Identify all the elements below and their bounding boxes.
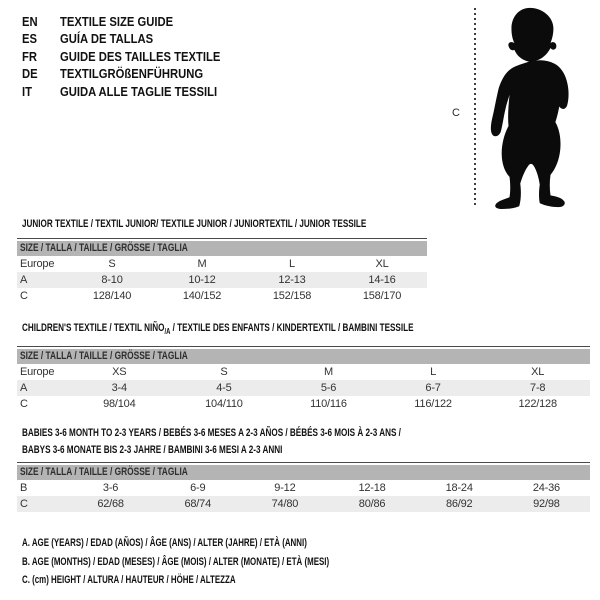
row-label: C bbox=[20, 290, 28, 302]
lang-label: GUÍA DE TALLAS bbox=[60, 32, 154, 47]
lang-code: EN bbox=[22, 14, 38, 29]
lang-row-fr bbox=[22, 48, 238, 66]
footnote-a: A. AGE (YEARS) / EDAD (AÑOS) / ÂGE (ANS) / ALTER (JAHRE) / ETÀ (ANNI) bbox=[22, 537, 307, 549]
babies-title-line1: BABIES 3-6 MONTH TO 2-3 YEARS / BEBÉS 3-6 MESES A 2-3 AÑOS / BÉBÉS 3-6 MOIS À 2-3 ANS / bbox=[22, 427, 401, 439]
lang-label: TEXTILE SIZE GUIDE bbox=[60, 14, 174, 29]
lang-row-de bbox=[22, 66, 238, 84]
cell: 92/98 bbox=[503, 496, 590, 512]
cell: 116/122 bbox=[414, 398, 452, 410]
height-dotted-line bbox=[474, 8, 476, 208]
cell: 74/80 bbox=[241, 496, 328, 512]
row-label: C bbox=[20, 398, 28, 410]
size-header-bar: SIZE / TALLA / TAILLE / GRÖSSE / TAGLIA bbox=[17, 241, 427, 256]
lang-row-es bbox=[22, 31, 238, 49]
table-top-rule bbox=[17, 346, 590, 347]
cell: 8-10 bbox=[67, 272, 157, 288]
cell: S bbox=[108, 258, 116, 270]
table-row bbox=[17, 396, 590, 412]
cell: M bbox=[324, 366, 333, 378]
size-header-bar: SIZE / TALLA / TAILLE / GRÖSSE / TAGLIA bbox=[17, 349, 590, 364]
height-measure-label: C bbox=[452, 107, 460, 119]
cell: 68/74 bbox=[154, 496, 241, 512]
babies-title-line2: BABYS 3-6 MONATE BIS 2-3 JAHRE / BAMBINI 3-6 MESI A 2-3 ANNI bbox=[22, 444, 283, 456]
cell: 14-16 bbox=[337, 272, 427, 288]
row-label: Europe bbox=[20, 258, 55, 270]
table-row bbox=[17, 480, 590, 496]
lang-label: TEXTILGRÖßENFÜHRUNG bbox=[60, 67, 204, 82]
cell: 140/152 bbox=[182, 290, 222, 302]
junior-size-table bbox=[17, 238, 427, 304]
cell: 12-18 bbox=[358, 482, 386, 494]
cell: 104/110 bbox=[205, 398, 243, 410]
cell: L bbox=[289, 258, 295, 270]
cell: 4-5 bbox=[172, 380, 277, 396]
cell: 18-24 bbox=[445, 482, 473, 494]
table-row bbox=[17, 272, 427, 288]
cell: 122/128 bbox=[518, 398, 557, 410]
lang-row-it bbox=[22, 83, 238, 101]
lang-code: ES bbox=[22, 32, 38, 47]
lang-label: GUIDE DES TAILLES TEXTILE bbox=[60, 49, 221, 64]
cell: L bbox=[430, 366, 437, 378]
cell: M bbox=[197, 258, 207, 270]
table-top-rule bbox=[17, 462, 590, 463]
cell: 5-6 bbox=[276, 380, 381, 396]
legend-footnotes bbox=[22, 537, 449, 593]
babies-section-title bbox=[22, 425, 534, 459]
footnote-c: C. (cm) HEIGHT / ALTURA / HAUTEUR / HÖHE / ALTEZZA bbox=[22, 574, 236, 586]
language-header bbox=[22, 13, 238, 101]
cell: 6-9 bbox=[190, 482, 206, 494]
cell: XL bbox=[375, 258, 389, 270]
table-row bbox=[17, 380, 590, 396]
table-row bbox=[17, 288, 427, 304]
table-row bbox=[17, 256, 427, 272]
cell: 7-8 bbox=[485, 380, 590, 396]
cell: 62/68 bbox=[67, 496, 154, 512]
cell: 9-12 bbox=[274, 482, 296, 494]
toddler-silhouette bbox=[486, 5, 574, 210]
cell: 158/170 bbox=[362, 290, 402, 302]
children-section-title: CHILDREN'S TEXTILE / TEXTIL $NIÑO_{/A}$ / TEXTILE DES ENFANTS / KINDERTEXTIL / BAMBINI TESSILE bbox=[22, 322, 414, 337]
cell: XL bbox=[531, 366, 545, 378]
table-top-rule bbox=[17, 238, 427, 239]
cell: 6-7 bbox=[381, 380, 486, 396]
cell: XS bbox=[112, 366, 127, 378]
junior-section-title: JUNIOR TEXTILE / TEXTIL JUNIOR/ TEXTILE JUNIOR / JUNIORTEXTIL / JUNIOR TESSILE bbox=[22, 218, 367, 230]
lang-code: IT bbox=[22, 84, 32, 99]
cell: 86/92 bbox=[416, 496, 503, 512]
cell: S bbox=[220, 366, 228, 378]
babies-size-table bbox=[17, 462, 590, 512]
lang-label: GUIDA ALLE TAGLIE TESSILI bbox=[60, 84, 218, 99]
row-label: A bbox=[17, 380, 67, 396]
cell: 128/140 bbox=[92, 290, 132, 302]
nino-a-subscript: /A bbox=[164, 327, 171, 337]
row-label: C bbox=[17, 496, 67, 512]
cell: 12-13 bbox=[247, 272, 337, 288]
cell: 3-6 bbox=[102, 482, 119, 494]
row-label: A bbox=[17, 272, 67, 288]
cell: 3-4 bbox=[67, 380, 172, 396]
row-label: Europe bbox=[20, 366, 55, 378]
cell: 80/86 bbox=[328, 496, 415, 512]
row-label: B bbox=[20, 482, 28, 494]
lang-code: DE bbox=[22, 67, 38, 82]
lang-code: FR bbox=[22, 49, 38, 64]
footnote-b: B. AGE (MONTHS) / EDAD (MESES) / ÂGE (MOIS) / ALTER (MONATE) / ETÀ (MESI) bbox=[22, 555, 330, 568]
children-size-table bbox=[17, 346, 590, 412]
cell: 110/116 bbox=[310, 398, 347, 410]
cell: 10-12 bbox=[157, 272, 247, 288]
table-row bbox=[17, 496, 590, 512]
size-header-bar: SIZE / TALLA / TAILLE / GRÖSSE / TAGLIA bbox=[17, 465, 590, 480]
cell: 24-36 bbox=[532, 482, 560, 494]
table-row bbox=[17, 364, 590, 380]
cell: 152/158 bbox=[272, 290, 312, 302]
cell: 98/104 bbox=[103, 398, 136, 410]
lang-row-en bbox=[22, 13, 238, 31]
